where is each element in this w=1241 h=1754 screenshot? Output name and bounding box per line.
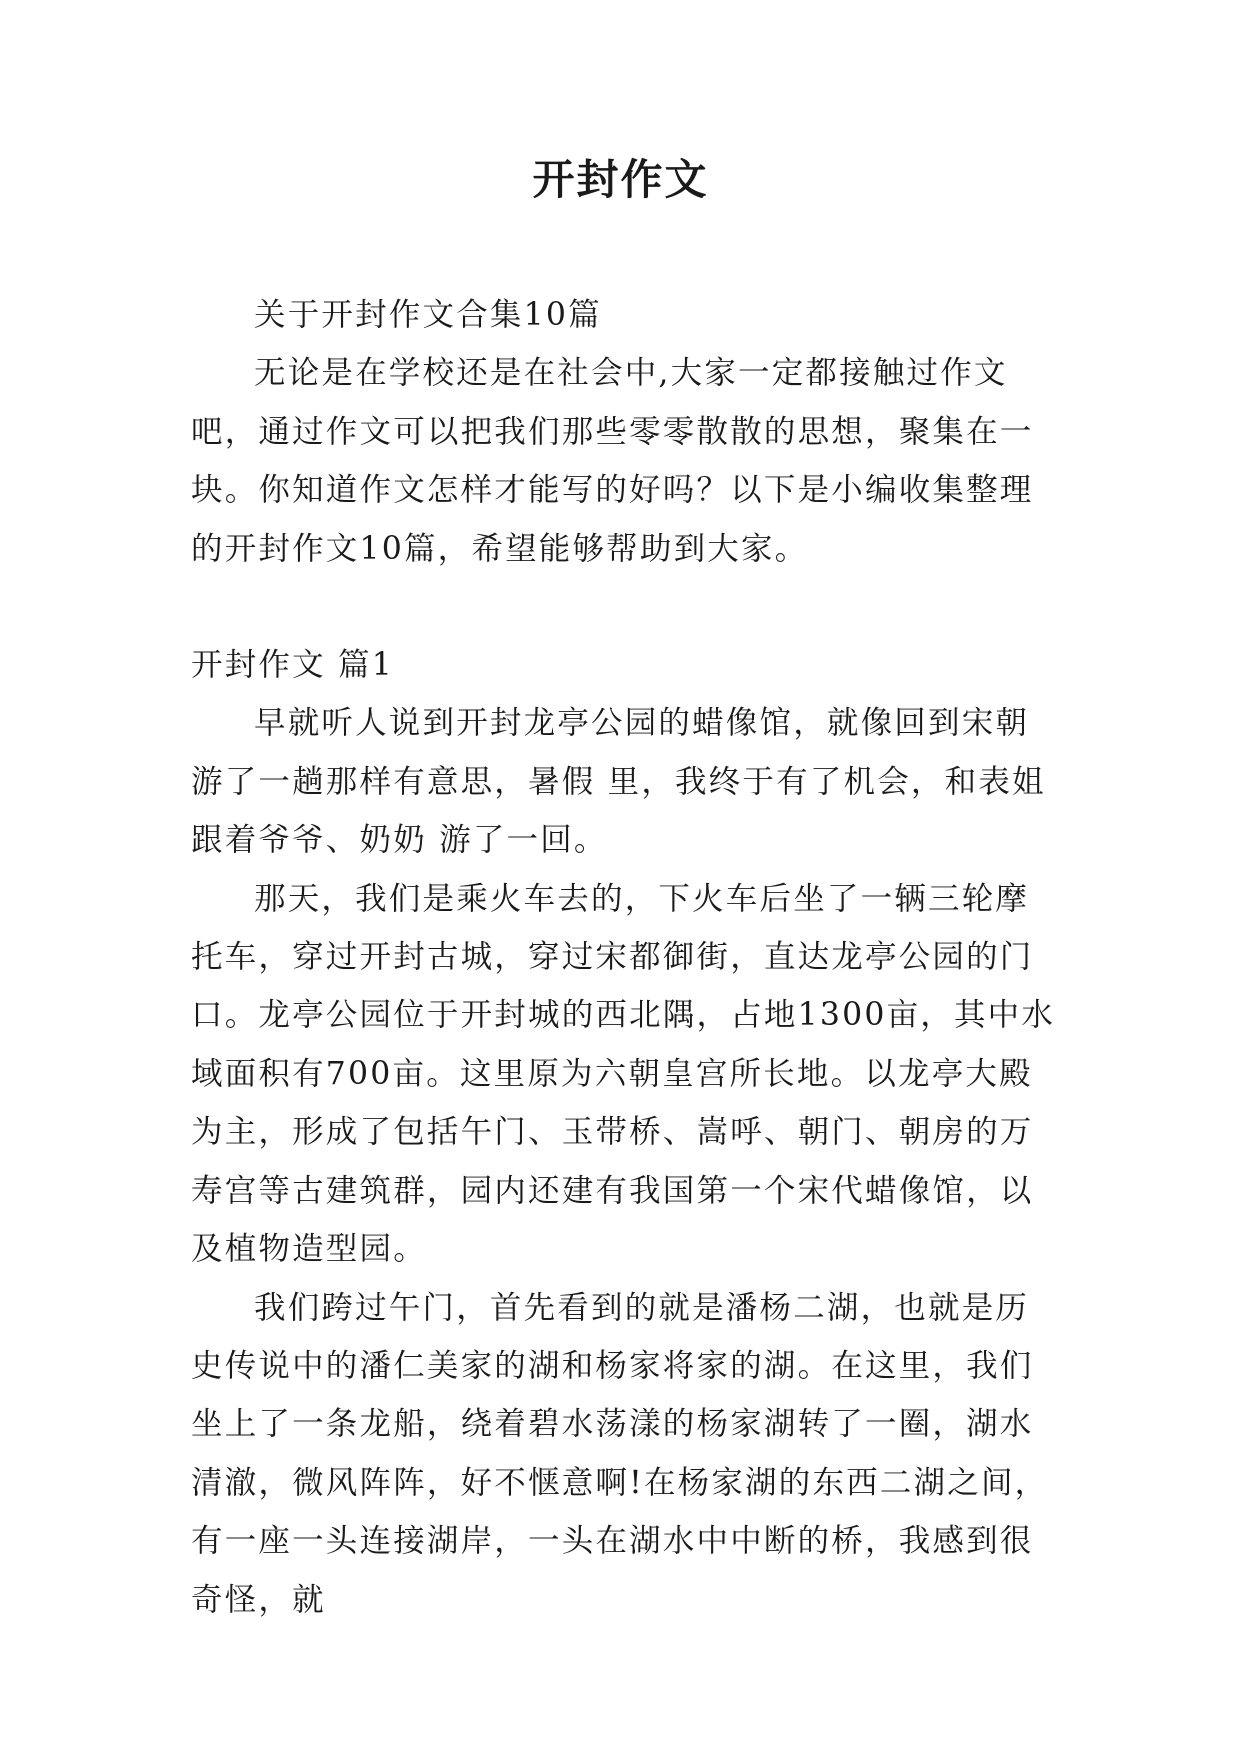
document-title: 开封作文	[532, 155, 709, 204]
section-heading: 开封作文 篇1	[191, 647, 394, 684]
section-paragraph: 我们跨过午门，首先看到的就是潘杨二湖，也就是历史传说中的潘仁美家的湖和杨家将家的湖。在这里，我们坐上了一条龙船，绕着碧水荡漾的杨家湖转了一圈，湖水清澈，微风阵阵，好不惬意啊!在杨家湖的东西二湖之间，有一座一头连接湖岸，一头在湖水中中断的桥，我感到很奇怪，就	[191, 1289, 1049, 1618]
intro-heading: 关于开封作文合集10篇	[254, 297, 602, 333]
document-body	[191, 286, 1057, 1629]
section-paragraph: 那天，我们是乘火车去的，下火车后坐了一辆三轮摩托车，穿过开封古城，穿过宋都御街，直达龙亭公园的门口。龙亭公园位于开封城的西北隅，占地1300亩，其中水域面积有700亩。这里原为六朝皇宫所长地。以龙亭大殿为主，形成了包括午门、玉带桥、嵩呼、朝门、朝房的万寿宫等古建筑群，园内还建有我国第一个宋代蜡像馆，以及植物造型园。	[191, 880, 1056, 1268]
section-spacer	[191, 578, 1057, 636]
intro-paragraph: 无论是在学校还是在社会中,大家一定都接触过作文吧，通过作文可以把我们那些零零散散的思想，聚集在一块。你知道作文怎样才能写的好吗？以下是小编收集整理的开封作文10篇，希望能够帮助到大家。	[191, 355, 1034, 567]
section-paragraph: 早就听人说到开封龙亭公园的蜡像馆，就像回到宋朝游了一趟那样有意思，暑假 里，我终于有了机会，和表姐跟着爷爷、奶奶 游了一回。	[191, 705, 1046, 859]
